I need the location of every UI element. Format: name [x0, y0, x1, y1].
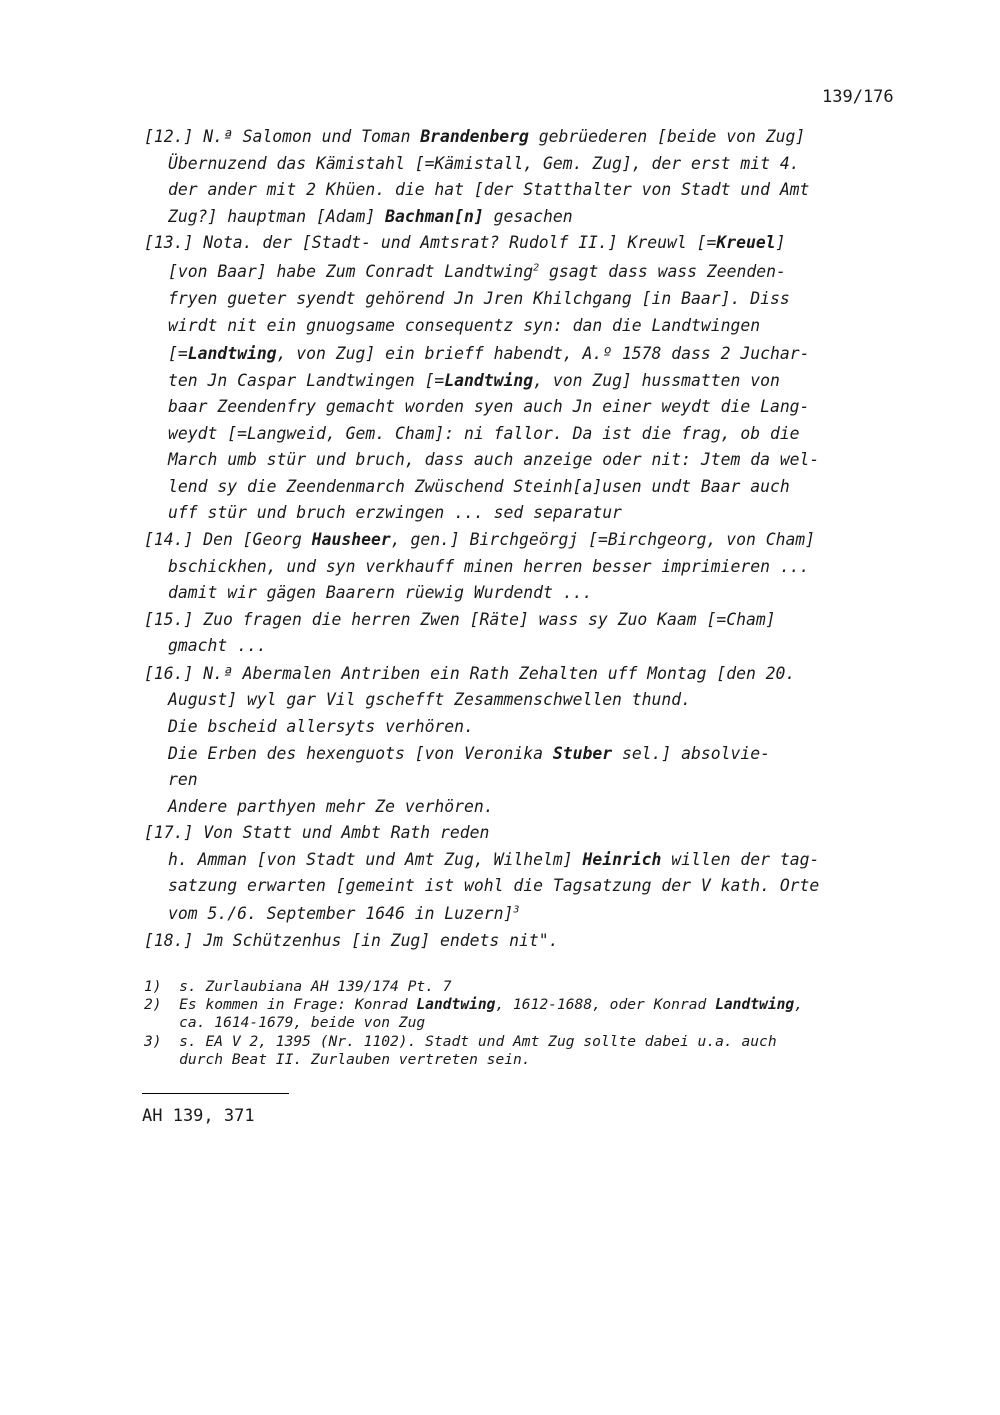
- body-line: [168, 424, 800, 444]
- text-run: [17.] Von Statt und Ambt Rath reden: [144, 823, 490, 842]
- footnote-line: [144, 1051, 531, 1069]
- text-run: [von Baar] habe Zum Conradt Landtwing: [168, 262, 534, 281]
- body-line: [168, 371, 780, 391]
- text-run: gmacht ...: [168, 636, 267, 655]
- text-run: 3) s. EA V 2, 1395 (Nr. 1102). Stadt und Amt Zug sollte dabei u.a. auch: [144, 1033, 777, 1050]
- text-run: weydt [=Langweid, Gem. Cham]: ni fallor. Da ist die frag, ob die: [168, 424, 800, 443]
- text-run: willen der tag-: [661, 850, 820, 869]
- text-run: ]: [775, 233, 786, 252]
- bold-name: Stuber: [552, 744, 613, 763]
- text-run: Zug?] hauptman [Adam]: [168, 207, 386, 226]
- text-run: bschickhen, und syn verkhauff minen herren besser imprimieren ...: [168, 557, 810, 576]
- body-line: [144, 823, 489, 843]
- text-run: gsagt dass wass Zeenden-: [539, 262, 786, 281]
- body-line: [168, 289, 790, 309]
- text-run: 2) Es kommen in Frage: Konrad: [144, 996, 417, 1013]
- text-run: sel.] absolvie-: [612, 744, 770, 763]
- bold-name: Landtwing: [416, 996, 496, 1013]
- text-run: ca. 1614-1679, beide von Zug: [144, 1014, 426, 1031]
- bold-name: Kreuel: [716, 233, 776, 252]
- body-line: [168, 344, 809, 364]
- text-run: [12.] N.ª Salomon und Toman: [144, 127, 421, 146]
- bold-name: Heinrich: [582, 850, 662, 869]
- text-run: h. Amman [von Stadt und Amt Zug, Wilhelm]: [168, 850, 583, 869]
- body-line: [144, 610, 776, 630]
- footer-rule: [142, 1093, 289, 1094]
- text-run: baar Zeendenfry gemacht worden syen auch Jn einer weydt die Lang-: [168, 397, 810, 416]
- bold-name: Hausheer: [311, 530, 391, 549]
- text-run: Übernuzend das Kämistahl [=Kämistall, Gem. Zug], der erst mit 4.: [168, 154, 800, 173]
- text-run: Andere parthyen mehr Ze verhören.: [168, 797, 494, 816]
- text-run: , 1612-1688, oder Konrad: [495, 996, 716, 1013]
- bold-name: Bachman[n]: [385, 207, 484, 226]
- text-run: uff stür und bruch erzwingen ... sed separatur: [168, 503, 622, 522]
- bold-name: Landtwing: [715, 996, 795, 1013]
- body-line: [168, 690, 691, 710]
- page-number: 139/176: [822, 87, 894, 107]
- body-line: [168, 207, 573, 227]
- body-line: [144, 931, 558, 951]
- text-run: lend sy die Zeendenmarch Zwüschend Steinh[a]usen undt Baar auch: [168, 477, 790, 496]
- text-run: fryen gueter syendt gehörend Jn Jren Khilchgang [in Baar]. Diss: [168, 289, 790, 308]
- body-line: [144, 664, 795, 684]
- bold-name: Landtwing: [444, 371, 534, 390]
- text-run: gesachen: [483, 207, 573, 226]
- text-run: vom 5./6. September 1646 in Luzern]: [168, 904, 514, 923]
- text-run: Die bscheid allersyts verhören.: [168, 717, 474, 736]
- body-line: [168, 262, 786, 282]
- text-run: gebrüederen [beide von Zug]: [528, 127, 806, 146]
- text-run: [18.] Jm Schützenhus [in Zug] endets nit".: [144, 931, 559, 950]
- body-line: [168, 636, 267, 656]
- body-line: [168, 583, 592, 603]
- footnote-line: [144, 996, 803, 1014]
- text-run: ten Jn Caspar Landtwingen [=: [168, 371, 445, 390]
- body-line: [168, 744, 770, 764]
- text-run: Die Erben des hexenguots [von Veronika: [168, 744, 553, 763]
- bold-name: Brandenberg: [420, 127, 529, 146]
- text-run: , von Zug] ein brieff habendt, A.º 1578 dass 2 Juchar-: [276, 344, 810, 363]
- footnote-line: [144, 1014, 425, 1032]
- body-line: [168, 557, 809, 577]
- body-line: [168, 316, 760, 336]
- text-run: [15.] Zuo fragen die herren Zwen [Räte] wass sy Zuo Kaam [=Cham]: [144, 610, 776, 629]
- body-line: [168, 717, 474, 737]
- text-run: damit wir gägen Baarern rüewig Wurdendt ...: [168, 583, 593, 602]
- text-run: , gen.] Birchgeörgj [=Birchgeorg, von Cham]: [390, 530, 816, 549]
- body-line: [168, 770, 198, 790]
- body-line: [168, 876, 819, 896]
- body-line: [168, 904, 519, 924]
- text-run: ren: [168, 770, 198, 789]
- text-run: [=: [168, 344, 188, 363]
- text-run: , von Zug] hussmatten von: [533, 371, 780, 390]
- text-run: der ander mit 2 Khüen. die hat [der Statthalter von Stadt und Amt: [168, 180, 810, 199]
- body-line: [168, 450, 819, 470]
- text-run: March umb stür und bruch, dass auch anzeige oder nit: Jtem da wel-: [168, 450, 820, 469]
- text-run: [16.] N.ª Abermalen Antriben ein Rath Zehalten uff Montag [den 20.: [144, 664, 796, 683]
- body-line: [144, 233, 785, 253]
- body-line: [144, 530, 815, 550]
- footnote-line: [144, 978, 452, 996]
- body-line: [168, 154, 800, 174]
- body-line: [144, 127, 805, 147]
- footnote-line: [144, 1033, 777, 1051]
- footnote-ref: 3: [513, 904, 520, 916]
- footnote-ref: 2: [533, 262, 540, 274]
- body-line: [168, 477, 790, 497]
- body-line: [168, 850, 819, 870]
- text-run: durch Beat II. Zurlauben vertreten sein.: [144, 1051, 531, 1068]
- text-run: wirdt nit ein gnuogsame consequentz syn: dan die Landtwingen: [168, 316, 761, 335]
- text-run: [13.] Nota. der [Stadt- und Amtsrat? Rudolf II.] Kreuwl [=: [144, 233, 717, 252]
- body-line: [168, 503, 622, 523]
- archive-signature: AH 139, 371: [142, 1106, 255, 1126]
- text-run: [14.] Den [Georg: [144, 530, 312, 549]
- body-line: [168, 397, 809, 417]
- body-line: [168, 797, 494, 817]
- body-line: [168, 180, 809, 200]
- text-run: August] wyl gar Vil gschefft Zesammenschwellen thund.: [168, 690, 692, 709]
- text-run: satzung erwarten [gemeint ist wohl die Tagsatzung der V kath. Orte: [168, 876, 820, 895]
- text-run: 1) s. Zurlaubiana AH 139/174 Pt. 7: [144, 978, 452, 995]
- text-run: ,: [794, 996, 803, 1013]
- bold-name: Landtwing: [187, 344, 277, 363]
